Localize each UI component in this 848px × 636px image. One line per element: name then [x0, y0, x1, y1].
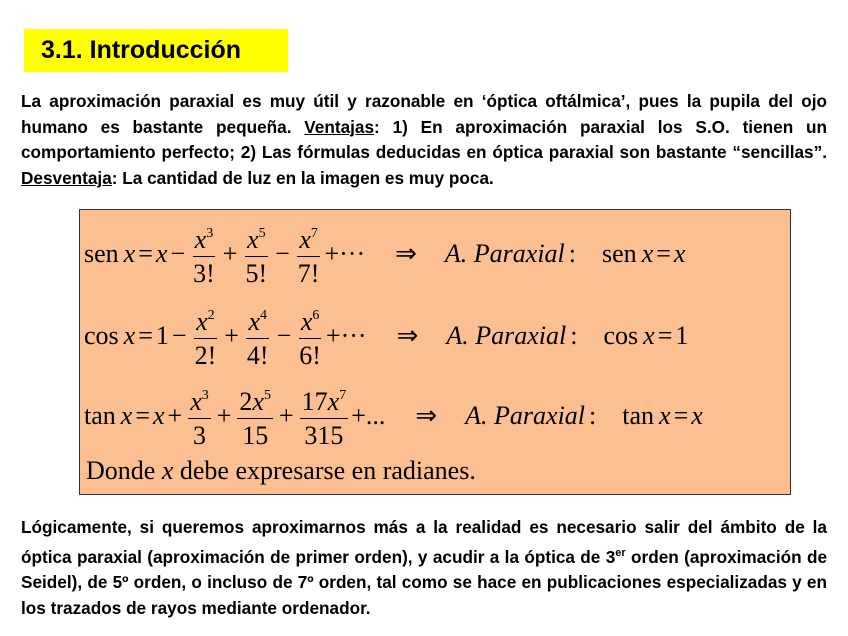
ventajas-label: Ventajas: [304, 116, 375, 137]
intro-paragraph: La aproximación paraxial es muy útil y razonable en ‘óptica oftálmica’, pues la pupila del ojo humano es bastante pequeña. Ventajas: 1) En aproximación paraxial los S.O. tienen un comportamiento perfecto; 2) Las fórmulas deducidas en óptica paraxial son bastante “sencillas”. Desventaja: La cantidad de luz en la imagen es muy poca.: [21, 91, 827, 188]
formula-box: [79, 209, 791, 495]
implies-arrow: ⇒: [415, 401, 438, 430]
implies-arrow: ⇒: [395, 239, 417, 268]
desventaja-label: Desventaja: [21, 167, 112, 188]
conclusion-paragraph: Lógicamente, si queremos aproximarnos más a la realidad es necesario salir del ámbito de la óptica paraxial (aproximación de primer orden), y acudir a la óptica de 3er orden (aproximación de Seidel), de 5º orden, o incluso de 7º orden, tal como se hace en publicaciones especializadas y en los trazados de rayos mediante ordenador.: [21, 517, 828, 618]
section-title: 3.1. Introducción: [24, 29, 288, 72]
formula-sen: sen x = x − $\frac{x^3}{3!}$ + $\frac{x^5}{5!}$ − $\frac{x^7}{7!}$ +··· ⇒ A. Paraxial : sen x = x: [84, 218, 685, 290]
implies-arrow: ⇒: [396, 321, 419, 350]
radians-note: Donde x debe expresarse en radianes.: [86, 456, 476, 485]
formula-cos: cos x = 1 − $\frac{x^2}{2!}$ + $\frac{x^4}{4!}$ − $\frac{x^6}{6!}$ +··· ⇒ A. Paraxial : cos x = 1: [84, 300, 688, 372]
formula-tan: tan x = x + $\frac{x^3}{3}$ + $\frac{2x^5}{15}$ + $\frac{17x^7}{315}$ +... ⇒ A. Paraxial : tan x = x: [84, 380, 703, 452]
